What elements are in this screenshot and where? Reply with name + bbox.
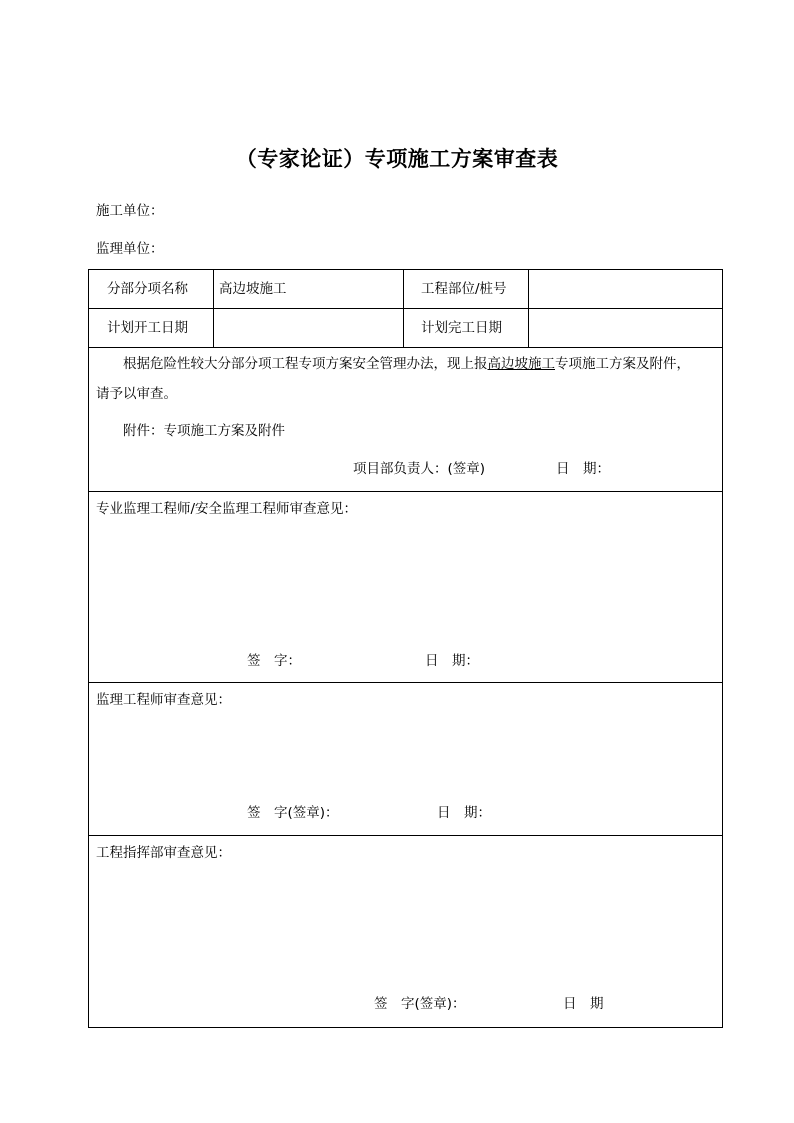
hq-sign-label: 签 字(签章)： [374,996,466,1012]
submission-project-name: 高边坡施工 [487,356,555,372]
expert-date-label: 日 期： [425,653,479,669]
col-divider-1 [213,269,214,348]
row-divider-3 [88,491,723,492]
col-divider-3 [528,269,529,348]
expert-sign-label: 签 字： [247,653,301,669]
supervision-unit-label: 监理单位： [96,241,164,257]
submission-text-before: 根据危险性较大分部分项工程专项方案安全管理办法，现上报 [123,356,488,372]
row-divider-2 [88,347,723,348]
supervisor-date-label: 日 期： [437,805,491,821]
row-divider-5 [88,835,723,836]
col-divider-2 [403,269,404,348]
hq-review-heading: 工程指挥部审查意见： [96,845,231,861]
submission-text-line2: 请予以审查。 [96,386,177,402]
attachment-text: 附件：专项施工方案及附件 [123,423,285,439]
page-title: （专家论证）专项施工方案审查表 [235,147,559,171]
responsible-signature-label: 项目部负责人：(签章) [353,461,486,477]
hq-date-label: 日 期 [563,996,604,1012]
review-table [88,269,723,1028]
submission-paragraph [96,351,716,377]
submission-text-after: 专项施工方案及附件， [555,356,690,372]
plan-start-label: 计划开工日期 [107,320,188,336]
plan-end-label: 计划完工日期 [421,320,502,336]
sub-project-value[interactable]: 高边坡施工 [219,281,287,297]
construction-unit-label: 施工单位： [96,203,164,219]
supervisor-review-heading: 监理工程师审查意见： [96,692,231,708]
sub-project-label: 分部分项名称 [107,281,188,297]
supervisor-sign-label: 签 字(签章)： [247,805,339,821]
submission-date-label: 日 期： [556,461,610,477]
expert-review-heading: 专业监理工程师/安全监理工程师审查意见： [96,501,358,517]
row-divider-4 [88,682,723,683]
location-label: 工程部位/桩号 [421,281,507,297]
row-divider-1 [88,308,723,309]
